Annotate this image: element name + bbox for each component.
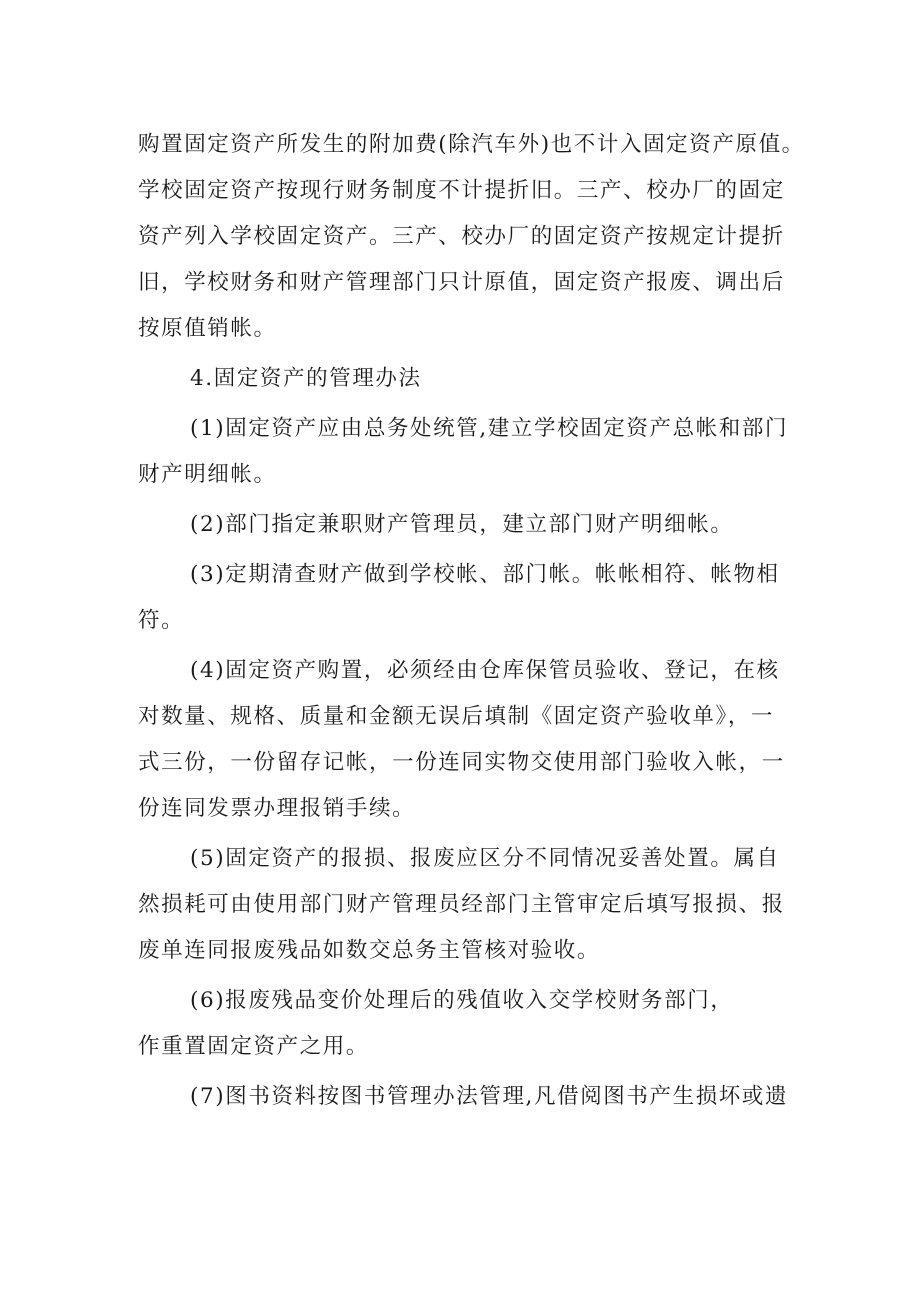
text-line: (5)固定资产的报损、报废应区分不同情况妥善处置。属自 — [190, 846, 780, 871]
paragraph-item-7 — [138, 1074, 818, 1120]
paragraph-item-5 — [138, 836, 818, 974]
document-body — [138, 122, 818, 1120]
paragraph-item-3 — [138, 552, 818, 644]
text-line: 财产明细帐。 — [138, 462, 277, 487]
section-heading — [138, 356, 818, 402]
text-line: (4)固定资产购置，必须经由仓库保管员验收、登记，在核 — [190, 658, 780, 683]
text-line: 资产列入学校固定资产。三产、校办厂的固定资产按规定计提折 — [138, 224, 785, 249]
text-line: 废单连同报废残品如数交总务主管核对验收。 — [138, 938, 601, 963]
text-line: 作重置固定资产之用。 — [138, 1034, 370, 1059]
text-line: (1)固定资产应由总务处统管,建立学校固定资产总帐和部门 — [190, 416, 789, 441]
text-line: (3)定期清查财产做到学校帐、部门帐。帐帐相符、帐物相 — [190, 562, 780, 587]
heading-text: 4.固定资产的管理办法 — [190, 366, 422, 391]
paragraph-item-2 — [138, 502, 818, 548]
text-line: 购置固定资产所发生的附加费(除汽车外)也不计入固定资产原值。 — [138, 132, 805, 157]
paragraph-depreciation — [138, 122, 818, 352]
paragraph-item-6 — [138, 978, 818, 1070]
text-line: 对数量、规格、质量和金额无误后填制《固定资产验收单》，一 — [138, 704, 775, 729]
text-line: 然损耗可由使用部门财产管理员经部门主管审定后填写报损、报 — [138, 892, 785, 917]
text-line: 按原值销帐。 — [138, 316, 277, 341]
text-line: (7)图书资料按图书管理办法管理,凡借阅图书产生损坏或遗 — [190, 1084, 789, 1109]
text-line: 旧，学校财务和财产管理部门只计原值，固定资产报废、调出后 — [138, 270, 785, 295]
paragraph-item-4 — [138, 648, 818, 832]
text-line: 式三份，一份留存记帐，一份连同实物交使用部门验收入帐，一 — [138, 750, 785, 775]
text-line: (6)报废残品变价处理后的残值收入交学校财务部门， — [190, 988, 734, 1013]
text-line: 学校固定资产按现行财务制度不计提折旧。三产、校办厂的固定 — [138, 178, 785, 203]
text-line: 份连同发票办理报销手续。 — [138, 796, 416, 821]
text-line: (2)部门指定兼职财产管理员，建立部门财产明细帐。 — [190, 512, 734, 537]
text-line: 符。 — [138, 608, 185, 633]
paragraph-item-1 — [138, 406, 818, 498]
